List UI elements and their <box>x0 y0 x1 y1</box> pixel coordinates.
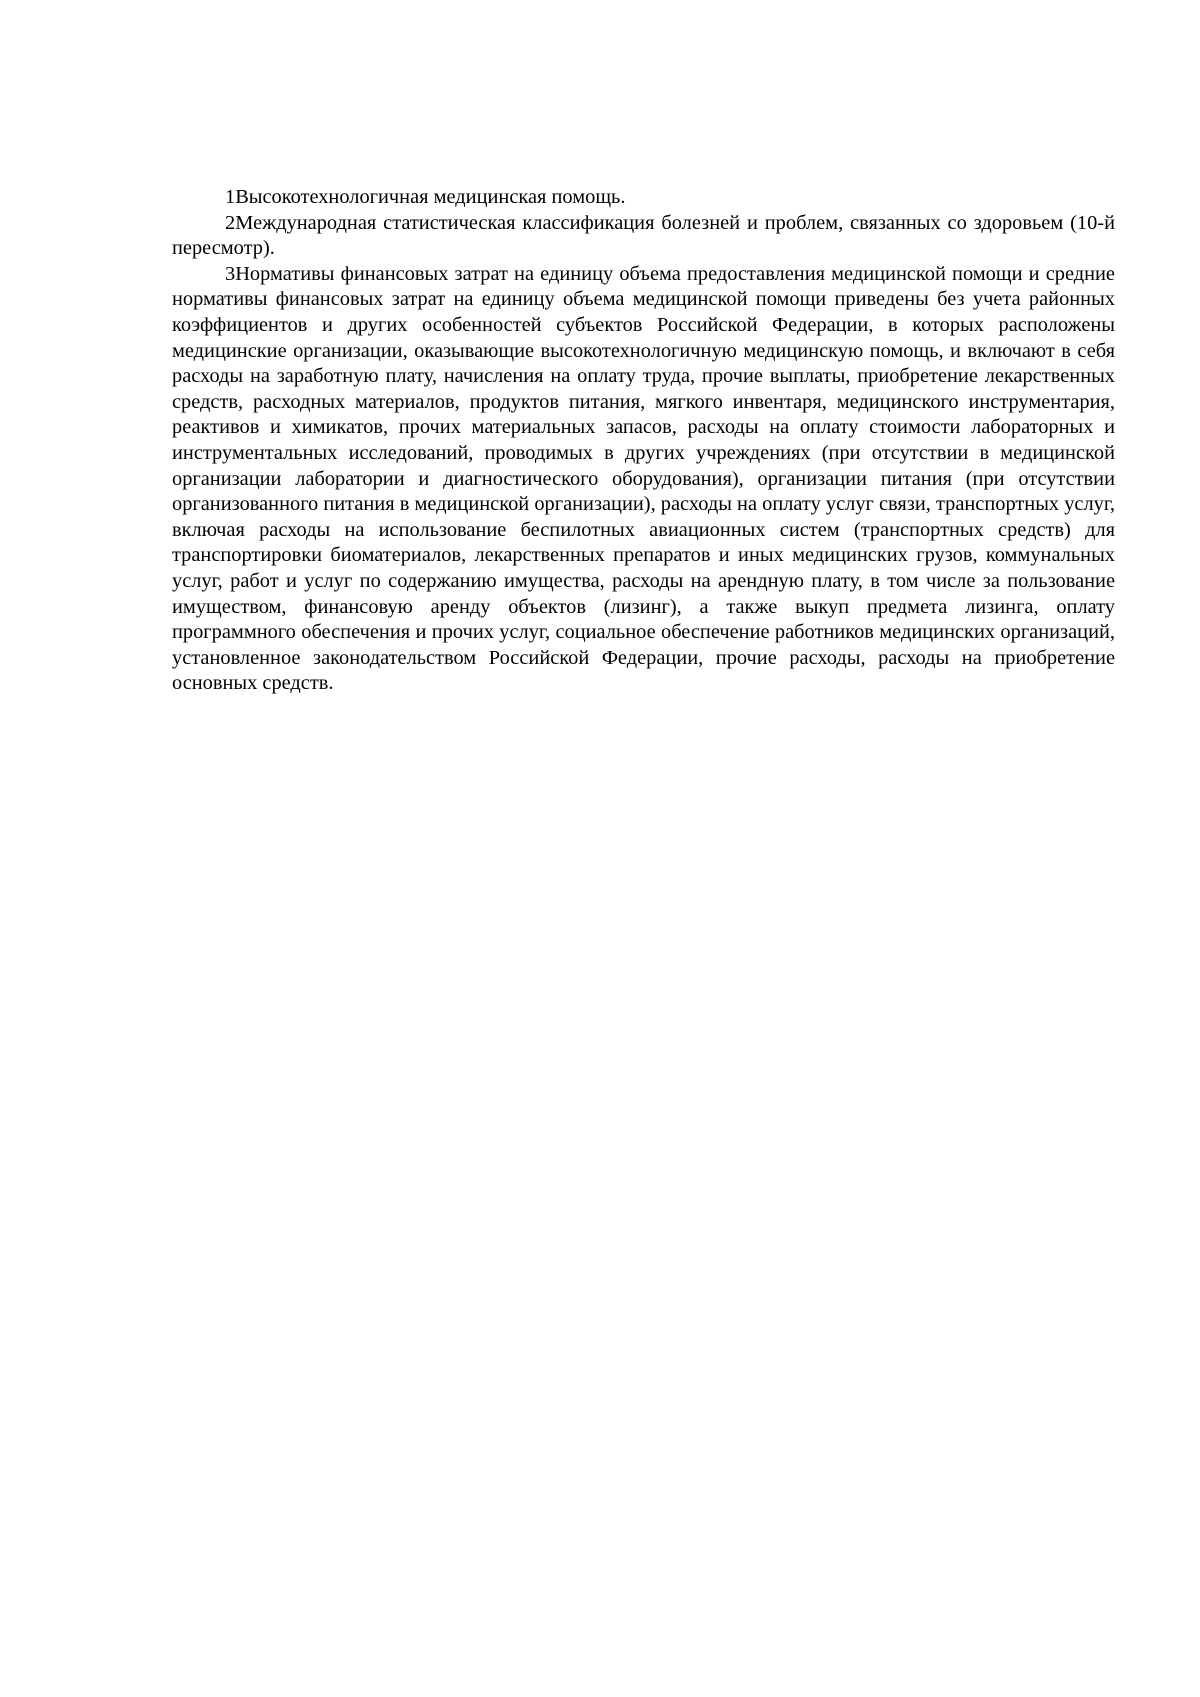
footnote-1 <box>172 185 1115 211</box>
footnote-number: 3 <box>225 262 236 285</box>
footnote-2 <box>172 211 1115 262</box>
footnote-3 <box>172 262 1115 697</box>
footnote-text: Высокотехнологичная медицинская помощь. <box>235 186 626 208</box>
footnote-number: 1 <box>225 186 236 208</box>
footnote-number: 2 <box>225 211 236 234</box>
footnotes-block <box>172 185 1115 697</box>
footnote-text: Нормативы финансовых затрат на единицу объема предоставления медицинской помощи и средние нормативы финансовых затрат на единицу объема медицинской помощи приведены без учета районных коэффициентов и других особенностей субъектов Российской Федерации, в которых расположены медицинские организации, оказывающие высокотехнологичную медицинскую помощь, и включают в себя расходы на заработную плату, начисления на оплату труда, прочие выплаты, приобретение лекарственных средств, расходных материалов, продуктов питания, мягкого инвентаря, медицинского инструментария, реактивов и химикатов, прочих материальных запасов, расходы на оплату стоимости лабораторных и инструментальных исследований, проводимых в других учреждениях (при отсутствии в медицинской организации лаборатории и диагностического оборудования), организации питания (при отсутствии организованного питания в медицинской организации), расходы на оплату услуг связи, транспортных услуг, включая расходы на использование беспилотных авиационных систем (транспортных средств) для транспортировки биоматериалов, лекарственных препаратов и иных медицинских грузов, коммунальных услуг, работ и услуг по содержанию имущества, расходы на арендную плату, в том числе за пользование имуществом, финансовую аренду объектов (лизинг), а также выкуп предмета лизинга, оплату программного обеспечения и прочих услуг, социальное обеспечение работников медицинских организаций, установленное законодательством Российской Федерации, прочие расходы, расходы на приобретение основных средств. <box>172 262 1115 695</box>
footnote-text: Международная статистическая классификация болезней и проблем, связанных со здоровьем (10-й пересмотр). <box>172 211 1115 260</box>
